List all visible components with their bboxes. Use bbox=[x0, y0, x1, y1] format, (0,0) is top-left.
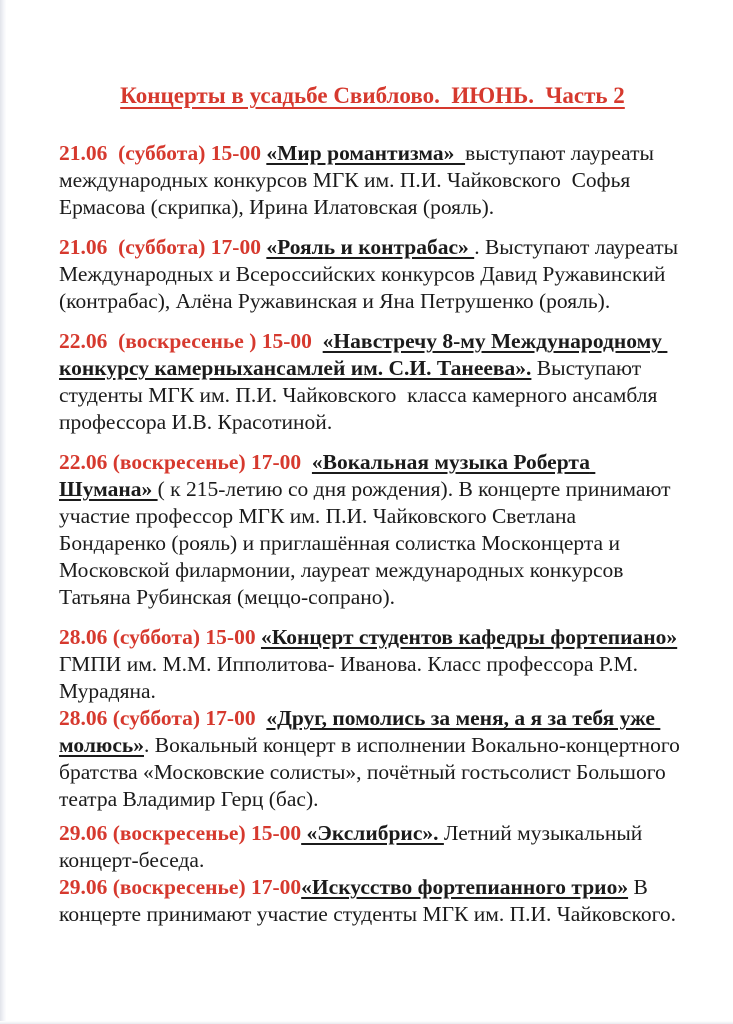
event-title: «Друг, помолись за меня, а я за тебя уже молюсь» bbox=[59, 706, 661, 757]
page-title: Концерты в усадьбе Свиблово. ИЮНЬ. Часть 2 bbox=[120, 83, 625, 108]
event-date: 21.06 (суббота) 17-00 bbox=[59, 235, 267, 259]
event-paragraph bbox=[59, 874, 686, 928]
event-date: 22.06 (воскресенье ) 15-00 bbox=[59, 329, 323, 353]
event-title: «Рояль и контрабас» bbox=[266, 235, 475, 259]
event-paragraph bbox=[59, 449, 686, 611]
event-date: 29.06 (воскресенье) 15-00 bbox=[59, 821, 302, 845]
event-description: . Вокальный концерт в исполнении Вокально-концертного братства «Московские солисты», почётный гостьсолист Большого театра Владимир Герц (бас). bbox=[59, 733, 686, 811]
event-title: «Экслибрис». bbox=[301, 821, 444, 845]
event-date: 28.06 (суббота) 17-00 bbox=[59, 706, 267, 730]
event-description: Выступают студенты МГК им. П.И. Чайковского класса камерного ансамбля профессора И.В. Красотиной. bbox=[59, 356, 663, 434]
event-description: ГМПИ им. М.М. Ипполитова- Иванова. Класс профессора Р.М. Мурадяна. bbox=[59, 625, 683, 703]
event-date: 21.06 (суббота) 15-00 bbox=[59, 141, 267, 165]
scan-edge-left bbox=[0, 0, 6, 1024]
event-title: «Искусство фортепианного трио» bbox=[301, 875, 629, 899]
event-paragraph bbox=[59, 328, 686, 436]
event-paragraph bbox=[59, 234, 686, 315]
event-paragraph bbox=[59, 820, 686, 874]
document-content bbox=[59, 82, 686, 928]
event-title: «Мир романтизма» bbox=[266, 141, 466, 165]
event-date: 28.06 (суббота) 15-00 bbox=[59, 625, 261, 649]
event-date: 29.06 (воскресенье) 17-00 bbox=[59, 875, 302, 899]
event-paragraph bbox=[59, 624, 686, 705]
event-title: «Вокальная музыка Роберта Шумана» bbox=[59, 450, 596, 501]
event-description: выступают лауреаты международных конкурсов МГК им. П.И. Чайковского Софья Ермасова (скрипка), Ирина Илатовская (рояль). bbox=[59, 141, 660, 219]
event-paragraph bbox=[59, 705, 686, 813]
event-title: «Навстречу 8-му Международному конкурсу камерныхансамлей им. С.И. Танеева». bbox=[59, 329, 668, 380]
event-description: В концерте принимают участие студенты МГК им. П.И. Чайковского. bbox=[59, 875, 676, 926]
event-description: Летний музыкальный концерт-беседа. bbox=[59, 821, 648, 872]
event-date: 22.06 (воскресенье) 17-00 bbox=[59, 450, 312, 474]
event-paragraph bbox=[59, 140, 686, 221]
event-description: . Выступают лауреаты Международных и Всероссийских конкурсов Давид Ружавинский (контрабас), Алёна Ружавинская и Яна Петрушенко (рояль). bbox=[59, 235, 684, 313]
event-description: ( к 215-летию со дня рождения). В концерте принимают участие профессор МГК им. П.И. Чайковского Светлана Бондаренко (рояль) и приглашённая солистка Москонцерта и Московской филармонии, лауреат международных конкурсов Татьяна Рубинская (меццо-сопрано). bbox=[59, 477, 676, 609]
event-title: «Концерт студентов кафедры фортепиано» bbox=[260, 625, 678, 649]
